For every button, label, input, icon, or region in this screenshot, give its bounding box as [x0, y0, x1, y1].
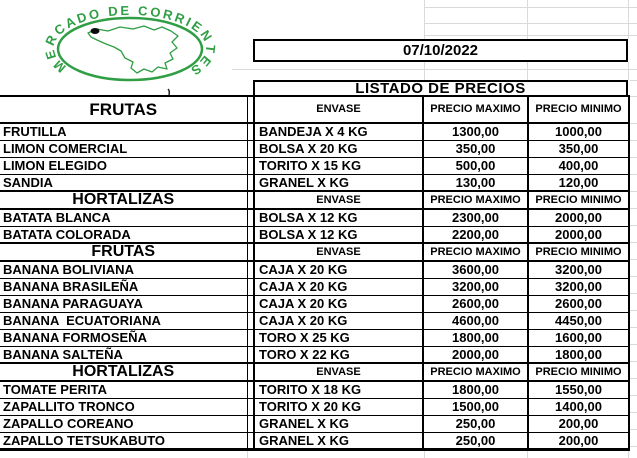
- gridline: [247, 450, 248, 458]
- price-row: [0, 261, 629, 278]
- section-header-row: [0, 363, 629, 381]
- gridline: [630, 80, 637, 81]
- precio-minimo-cell[interactable]: 4450,00: [528, 312, 629, 329]
- product-cell[interactable]: BANANA BRASILEÑA: [0, 278, 247, 295]
- gap-cell[interactable]: [247, 295, 254, 312]
- precio-maximo-cell[interactable]: 350,00: [423, 140, 528, 157]
- gap-cell[interactable]: [247, 157, 254, 174]
- gap-cell[interactable]: [247, 96, 254, 123]
- gridline: [630, 446, 637, 447]
- gridline: [630, 96, 637, 97]
- envase-cell[interactable]: TORITO X 18 KG: [254, 381, 423, 398]
- envase-cell[interactable]: GRANEL X KG: [254, 432, 423, 449]
- gridline: [630, 191, 637, 192]
- section-header-row: [0, 191, 629, 209]
- gap-cell[interactable]: [247, 415, 254, 432]
- column-header-precio-maximo[interactable]: PRECIO MAXIMO: [423, 243, 528, 261]
- product-cell[interactable]: ZAPALLO COREANO: [0, 415, 247, 432]
- product-cell[interactable]: ZAPALLO TETSUKABUTO: [0, 432, 247, 449]
- gridline: [527, 0, 528, 39]
- precio-maximo-cell[interactable]: 500,00: [423, 157, 528, 174]
- product-cell[interactable]: FRUTILLA: [0, 123, 247, 140]
- gap-cell[interactable]: [247, 261, 254, 278]
- price-row: [0, 312, 629, 329]
- product-cell[interactable]: BANANA FORMOSEÑA: [0, 329, 247, 346]
- precio-maximo-cell[interactable]: 4600,00: [423, 312, 528, 329]
- product-cell[interactable]: BANANA PARAGUAYA: [0, 295, 247, 312]
- gap-cell[interactable]: [247, 243, 254, 261]
- precio-minimo-cell[interactable]: 1600,00: [528, 329, 629, 346]
- envase-cell[interactable]: TORO X 22 KG: [254, 346, 423, 363]
- gap-cell[interactable]: [247, 398, 254, 415]
- gridline: [630, 412, 637, 413]
- column-header-envase[interactable]: ENVASE: [254, 363, 423, 381]
- gridline: [232, 69, 637, 70]
- precio-minimo-cell[interactable]: 3200,00: [528, 278, 629, 295]
- column-header-envase[interactable]: ENVASE: [254, 96, 423, 123]
- precio-maximo-cell[interactable]: 3600,00: [423, 261, 528, 278]
- price-row: [0, 381, 629, 398]
- column-header-precio-maximo[interactable]: PRECIO MAXIMO: [423, 191, 528, 209]
- envase-cell[interactable]: BOLSA X 12 KG: [254, 209, 423, 226]
- gap-cell[interactable]: [247, 174, 254, 191]
- precio-minimo-cell[interactable]: 200,00: [528, 432, 629, 449]
- precio-maximo-cell[interactable]: 2600,00: [423, 295, 528, 312]
- envase-cell[interactable]: CAJA X 20 KG: [254, 295, 423, 312]
- product-cell[interactable]: BANANA SALTEÑA: [0, 346, 247, 363]
- gridline: [630, 344, 637, 345]
- gap-cell[interactable]: [247, 312, 254, 329]
- gridline: [424, 0, 425, 39]
- gridline: [630, 327, 637, 328]
- product-cell[interactable]: LIMON COMERCIAL: [0, 140, 247, 157]
- section-category-cell[interactable]: HORTALIZAS: [0, 191, 247, 209]
- gap-cell[interactable]: [247, 329, 254, 346]
- envase-cell[interactable]: TORO X 25 KG: [254, 329, 423, 346]
- gridline: [630, 429, 637, 430]
- product-cell[interactable]: ZAPALLITO TRONCO: [0, 398, 247, 415]
- precio-maximo-cell[interactable]: 250,00: [423, 415, 528, 432]
- precio-maximo-cell[interactable]: 1800,00: [423, 329, 528, 346]
- gridline: [628, 450, 629, 458]
- section-header-row: [0, 96, 629, 123]
- envase-cell[interactable]: BOLSA X 20 KG: [254, 140, 423, 157]
- envase-cell[interactable]: CAJA X 20 KG: [254, 278, 423, 295]
- gridline: [527, 450, 528, 458]
- column-header-precio-minimo[interactable]: PRECIO MINIMO: [528, 243, 629, 261]
- gridline: [630, 395, 637, 396]
- price-row: [0, 329, 629, 346]
- gridline: [628, 0, 629, 39]
- gap-cell[interactable]: [247, 191, 254, 209]
- envase-cell[interactable]: CAJA X 20 KG: [254, 312, 423, 329]
- section-category-cell[interactable]: FRUTAS: [0, 96, 247, 123]
- column-header-envase[interactable]: ENVASE: [254, 191, 423, 209]
- gridline: [630, 276, 637, 277]
- price-table: [0, 95, 630, 451]
- precio-minimo-cell[interactable]: 400,00: [528, 157, 629, 174]
- precio-minimo-cell[interactable]: 2600,00: [528, 295, 629, 312]
- price-row: [0, 278, 629, 295]
- gap-cell[interactable]: [247, 432, 254, 449]
- envase-cell[interactable]: GRANEL X KG: [254, 415, 423, 432]
- precio-minimo-cell[interactable]: 120,00: [528, 174, 629, 191]
- envase-cell[interactable]: CAJA X 20 KG: [254, 261, 423, 278]
- gridline: [424, 62, 425, 80]
- price-row: [0, 157, 629, 174]
- precio-minimo-cell[interactable]: 200,00: [528, 415, 629, 432]
- envase-cell[interactable]: TORITO X 20 KG: [254, 398, 423, 415]
- product-cell[interactable]: LIMON ELEGIDO: [0, 157, 247, 174]
- product-cell[interactable]: SANDIA: [0, 174, 247, 191]
- gridline: [630, 208, 637, 209]
- price-list-title-cell[interactable]: LISTADO DE PRECIOS: [253, 80, 628, 97]
- gridline: [424, 450, 425, 458]
- column-header-envase[interactable]: ENVASE: [254, 243, 423, 261]
- precio-minimo-cell[interactable]: 1400,00: [528, 398, 629, 415]
- price-row: [0, 140, 629, 157]
- gridline: [527, 62, 528, 80]
- precio-minimo-cell[interactable]: 350,00: [528, 140, 629, 157]
- precio-minimo-cell[interactable]: 1000,00: [528, 123, 629, 140]
- precio-minimo-cell[interactable]: 3200,00: [528, 261, 629, 278]
- price-row: [0, 123, 629, 140]
- gridline: [630, 242, 637, 243]
- mercado-de-corrientes-logo: [30, 0, 245, 97]
- column-header-precio-maximo[interactable]: PRECIO MAXIMO: [423, 363, 528, 381]
- product-cell[interactable]: BANANA ECUATORIANA: [0, 312, 247, 329]
- gap-cell[interactable]: [247, 363, 254, 381]
- gridline: [630, 123, 637, 124]
- precio-minimo-cell[interactable]: 1800,00: [528, 346, 629, 363]
- gap-cell[interactable]: [247, 346, 254, 363]
- gridline: [630, 378, 637, 379]
- date-cell[interactable]: 07/10/2022: [253, 39, 628, 62]
- section-category-cell[interactable]: HORTALIZAS: [0, 363, 247, 381]
- product-cell[interactable]: BATATA COLORADA: [0, 226, 247, 243]
- precio-maximo-cell[interactable]: 2000,00: [423, 346, 528, 363]
- price-row: [0, 346, 629, 363]
- precio-maximo-cell[interactable]: 250,00: [423, 432, 528, 449]
- gridline: [630, 225, 637, 226]
- precio-minimo-cell[interactable]: 2000,00: [528, 226, 629, 243]
- envase-cell[interactable]: BANDEJA X 4 KG: [254, 123, 423, 140]
- precio-maximo-cell[interactable]: 2300,00: [423, 209, 528, 226]
- gridline: [628, 62, 629, 80]
- gridline: [630, 157, 637, 158]
- envase-cell[interactable]: BOLSA X 12 KG: [254, 226, 423, 243]
- precio-maximo-cell[interactable]: 3200,00: [423, 278, 528, 295]
- price-row: [0, 415, 629, 432]
- product-cell[interactable]: BANANA BOLIVIANA: [0, 261, 247, 278]
- gap-cell[interactable]: [247, 123, 254, 140]
- gap-cell[interactable]: [247, 140, 254, 157]
- column-header-precio-minimo[interactable]: PRECIO MINIMO: [528, 363, 629, 381]
- section-category-cell[interactable]: FRUTAS: [0, 243, 247, 261]
- precio-minimo-cell[interactable]: 2000,00: [528, 209, 629, 226]
- precio-maximo-cell[interactable]: 2200,00: [423, 226, 528, 243]
- gridline: [630, 361, 637, 362]
- capital-dot-icon: [91, 28, 100, 34]
- gap-cell[interactable]: [247, 209, 254, 226]
- product-cell[interactable]: BATATA BLANCA: [0, 209, 247, 226]
- gridline: [630, 310, 637, 311]
- price-row: [0, 226, 629, 243]
- gridline: [424, 35, 637, 36]
- price-row: [0, 209, 629, 226]
- column-header-precio-minimo[interactable]: PRECIO MINIMO: [528, 191, 629, 209]
- precio-minimo-cell[interactable]: 1550,00: [528, 381, 629, 398]
- envase-cell[interactable]: GRANEL X KG: [254, 174, 423, 191]
- price-row: [0, 174, 629, 191]
- column-header-precio-minimo[interactable]: PRECIO MINIMO: [528, 96, 629, 123]
- gridline: [630, 259, 637, 260]
- gap-cell[interactable]: [247, 226, 254, 243]
- section-header-row: [0, 243, 629, 261]
- precio-maximo-cell[interactable]: 1800,00: [423, 381, 528, 398]
- envase-cell[interactable]: TORITO X 15 KG: [254, 157, 423, 174]
- gridline: [424, 7, 637, 8]
- price-row: [0, 398, 629, 415]
- gridline: [630, 174, 637, 175]
- corrientes-map-outline: [88, 26, 178, 73]
- precio-maximo-cell[interactable]: 130,00: [423, 174, 528, 191]
- product-cell[interactable]: TOMATE PERITA: [0, 381, 247, 398]
- gap-cell[interactable]: [247, 381, 254, 398]
- precio-maximo-cell[interactable]: 1500,00: [423, 398, 528, 415]
- gridline: [630, 293, 637, 294]
- gridline: [630, 140, 637, 141]
- price-table-body: [0, 96, 629, 449]
- precio-maximo-cell[interactable]: 1300,00: [423, 123, 528, 140]
- gap-cell[interactable]: [247, 278, 254, 295]
- price-row: [0, 432, 629, 449]
- logo-arc-text: MERCADO DE CORRIENTES: [41, 2, 219, 80]
- gridline: [424, 23, 637, 24]
- price-row: [0, 295, 629, 312]
- column-header-precio-maximo[interactable]: PRECIO MAXIMO: [423, 96, 528, 123]
